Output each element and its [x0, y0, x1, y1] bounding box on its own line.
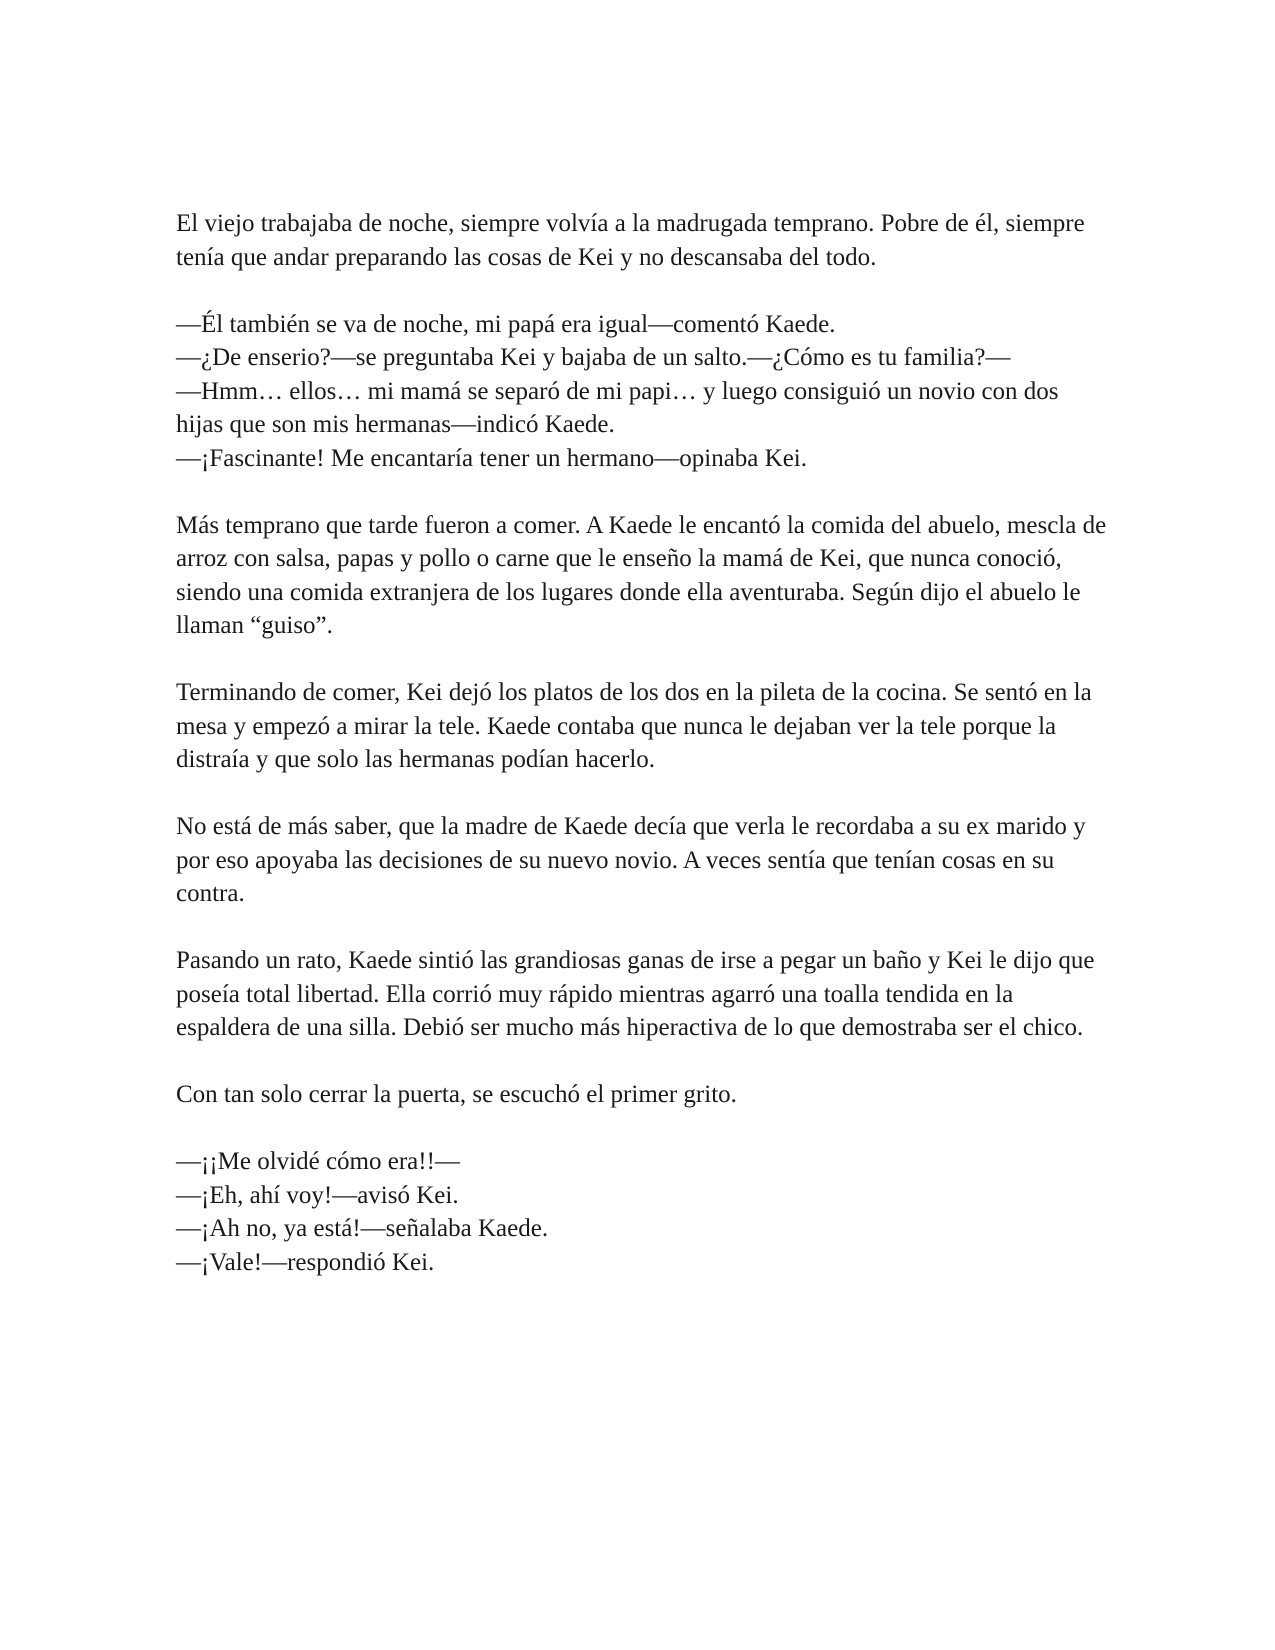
dialogue-line: —¡¡Me olvidé cómo era!!—	[176, 1148, 460, 1175]
dialogue-line: —Hmm… ellos… mi mamá se separó de mi papi… y luego consiguió un novio con dos hijas que son mis hermanas—indicó Kaede.	[176, 377, 1059, 438]
dialogue-line: —Él también se va de noche, mi papá era igual—comentó Kaede.	[176, 310, 836, 338]
dialogue-line: —¡Vale!—respondió Kei.	[176, 1248, 435, 1276]
dialogue-line: —¡Ah no, ya está!—señalaba Kaede.	[176, 1215, 549, 1242]
paragraph-text: Con tan solo cerrar la puerta, se escuchó el primer grito.	[176, 1081, 737, 1108]
dialogue-line: —¡Fascinante! Me encantaría tener un hermano—opinaba Kei.	[176, 444, 807, 472]
paragraph	[176, 810, 1111, 911]
paragraph	[176, 509, 1111, 643]
paragraph	[176, 1078, 1111, 1112]
paragraph-text: Terminando de comer, Kei dejó los platos de los dos en la pileta de la cocina. Se sentó en la mesa y empezó a mirar la tele. Kaede contaba que nunca le dejaban ver la tele porque la distraía y que solo las hermanas podían hacerlo.	[176, 679, 1092, 773]
paragraph-text: Pasando un rato, Kaede sintió las grandiosas ganas de irse a pegar un baño y Kei le dijo que poseía total libertad. Ella corrió muy rápido mientras agarró una toalla tendida en la espaldera de una silla. Debió ser mucho más hiperactiva de lo que demostraba ser el chico.	[176, 947, 1095, 1041]
paragraph-text: Más temprano que tarde fueron a comer. A Kaede le encantó la comida del abuelo, mescla de arroz con salsa, papas y pollo o carne que le enseño la mamá de Kei, que nunca conoció, siendo una comida extranjera de los lugares donde ella aventuraba. Según dijo el abuelo le llaman “guiso”.	[176, 511, 1107, 639]
dialogue-block	[176, 308, 1111, 476]
paragraph	[176, 676, 1111, 777]
paragraph-text: El viejo trabajaba de noche, siempre volvía a la madrugada temprano. Pobre de él, siempre tenía que andar preparando las cosas de Kei y no descansaba del todo.	[176, 210, 1085, 271]
story-text	[176, 207, 1111, 1313]
paragraph	[176, 944, 1111, 1045]
dialogue-line: —¿De enserio?—se preguntaba Kei y bajaba de un salto.—¿Cómo es tu familia?—	[176, 344, 1011, 371]
dialogue-line: —¡Eh, ahí voy!—avisó Kei.	[176, 1181, 459, 1209]
dialogue-block	[176, 1145, 1111, 1279]
paragraph	[176, 207, 1111, 274]
paragraph-text: No está de más saber, que la madre de Kaede decía que verla le recordaba a su ex marido y por eso apoyaba las decisiones de su nuevo novio. A veces sentía que tenían cosas en su contra.	[176, 813, 1086, 907]
